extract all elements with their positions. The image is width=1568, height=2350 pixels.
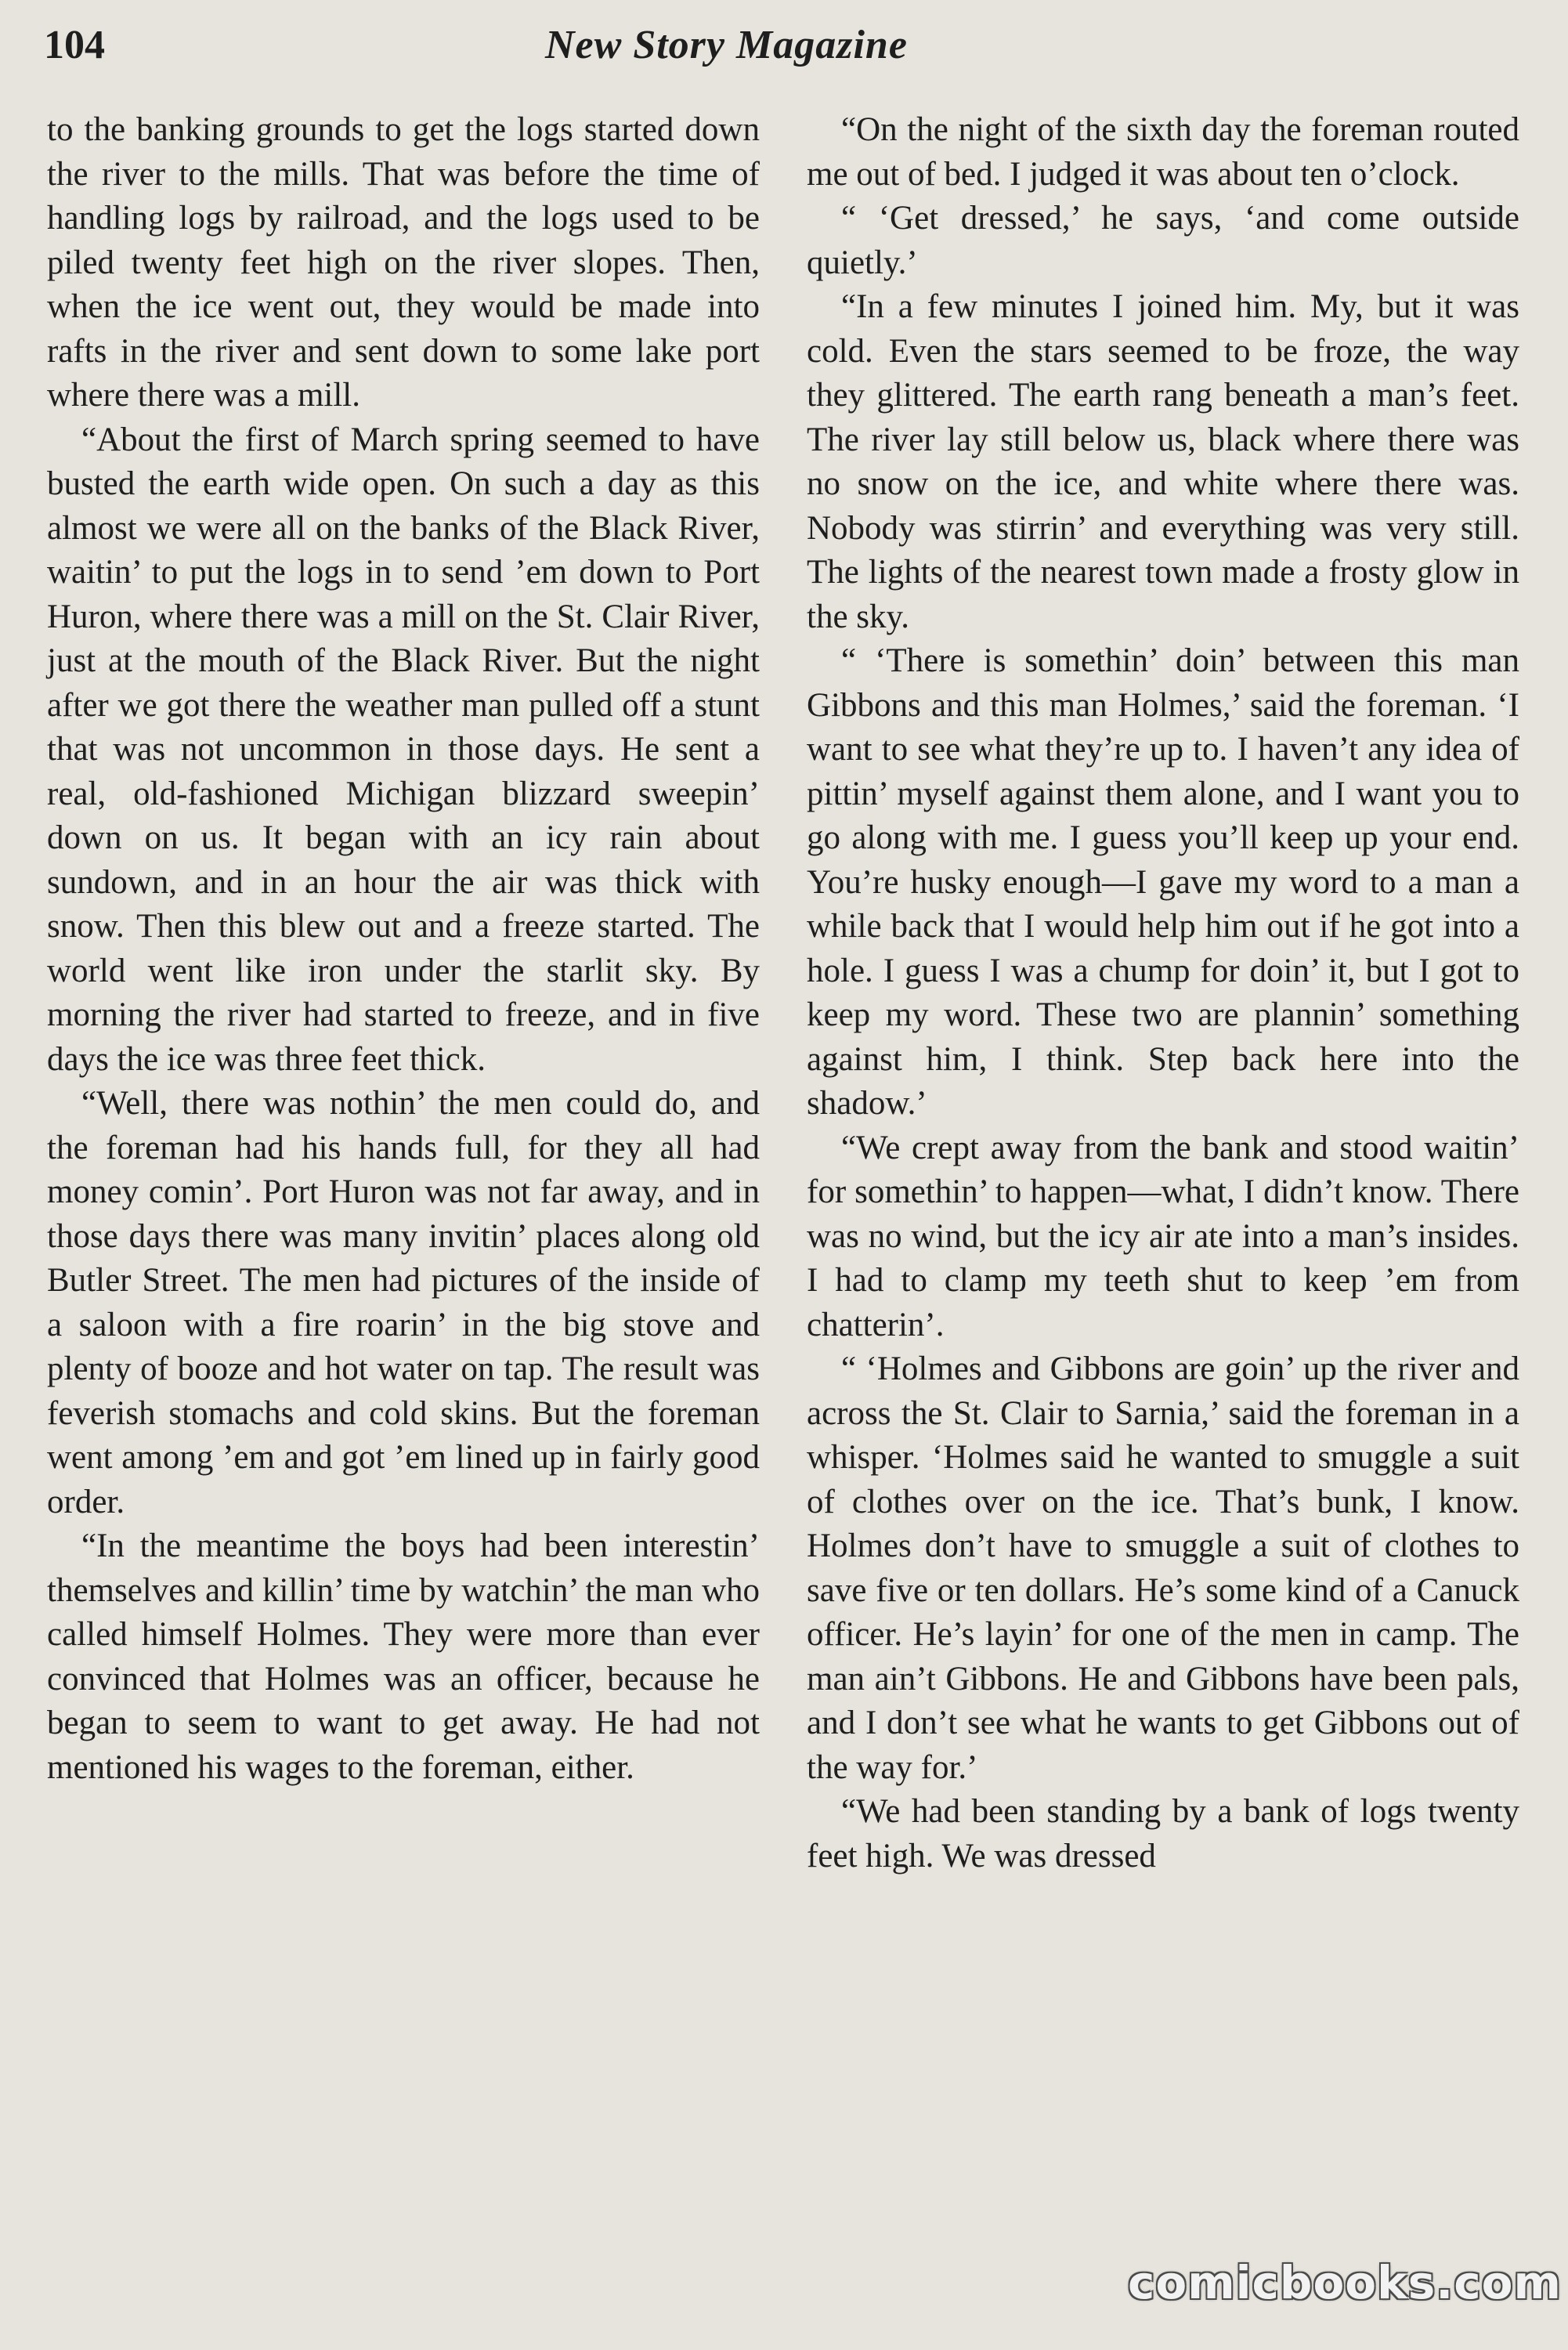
paragraph: to the banking grounds to get the logs started down the river to the mills. That was before the time of handling logs by railroad, and the logs used to be piled twenty feet high on the river slopes. Then, when the ice went out, they would be made into rafts in the river and sent down to some lake port where there was a mill. <box>47 111 760 414</box>
paragraph: “ ‘There is somethin’ doin’ between this man Gibbons and this man Holmes,’ said the foreman. ‘I want to see what they’re up to. I haven’t any idea of pittin’ myself against them alone, and I want you to go along with me. I guess you’ll keep up your end. You’re husky enough—I gave my word to a man a while back that I would help him out if he got into a hole. I guess I was a chump for doin’ it, but I got to keep my word. These two are plannin’ something against him, I think. Step back here into the shadow.’ <box>807 642 1519 1122</box>
paragraph: “ ‘Get dressed,’ he says, ‘and come outside quietly.’ <box>807 200 1519 281</box>
left-column <box>47 108 760 1790</box>
watermark: comicbooks.com <box>1128 2256 1562 2309</box>
paragraph: “We had been standing by a bank of logs twenty feet high. We was dressed <box>807 1793 1519 1875</box>
running-title: New Story Magazine <box>545 23 908 67</box>
paragraph: “In the meantime the boys had been interestin’ themselves and killin’ time by watchin’ the man who called himself Holmes. They were more than ever convinced that Holmes was an officer, because he began to seem to want to get away. He had not mentioned his wages to the foreman, either. <box>47 1528 760 1786</box>
paragraph: “In a few minutes I joined him. My, but it was cold. Even the stars seemed to be froze, the way they glittered. The earth rang beneath a man’s feet. The river lay still below us, black where there was no snow on the ice, and white where there was. Nobody was stirrin’ and everything was very still. The lights of the nearest town made a frosty glow in the sky. <box>807 288 1519 635</box>
paragraph: “On the night of the sixth day the foreman routed me out of bed. I judged it was about ten o’clock. <box>807 111 1519 193</box>
paragraph: “Well, there was nothin’ the men could do, and the foreman had his hands full, for they all had money comin’. Port Huron was not far away, and in those days there was many invitin’ places along old Butler Street. The men had pictures of the inside of a saloon with a fire roarin’ in the big stove and plenty of booze and hot water on tap. The result was feverish stomachs and cold skins. But the foreman went among ’em and got ’em lined up in fairly good order. <box>47 1085 760 1520</box>
paragraph: “About the first of March spring seemed to have busted the earth wide open. On such a day as this almost we were all on the banks of the Black River, waitin’ to put the logs in to send ’em down to Port Huron, where there was a mill on the St. Clair River, just at the mouth of the Black River. But the night after we got there the weather man pulled off a stunt that was not uncommon in those days. He sent a real, old-fashioned Michigan blizzard sweepin’ down on us. It began with an icy rain about sundown, and in an hour the air was thick with snow. Then this blew out and a freeze started. The world went like iron under the starlit sky. By morning the river had started to freeze, and in five days the ice was three feet thick. <box>47 421 760 1078</box>
right-column <box>807 108 1519 1878</box>
page-header <box>44 22 1524 85</box>
paragraph: “We crept away from the bank and stood waitin’ for somethin’ to happen—what, I didn’t know. There was no wind, but the icy air ate into a man’s insides. I had to clamp my teeth shut to keep ’em from chatterin’. <box>807 1129 1519 1343</box>
page-number: 104 <box>44 23 105 67</box>
paragraph: “ ‘Holmes and Gibbons are goin’ up the river and across the St. Clair to Sarnia,’ said the foreman in a whisper. ‘Holmes said he wanted to smuggle a suit of clothes over on the ice. That’s bunk, I know. Holmes don’t have to smuggle a suit of clothes to save five or ten dollars. He’s some kind of a Canuck officer. He’s layin’ for one of the men in camp. The man ain’t Gibbons. He and Gibbons have been pals, and I don’t see what he wants to get Gibbons out of the way for.’ <box>807 1350 1519 1786</box>
